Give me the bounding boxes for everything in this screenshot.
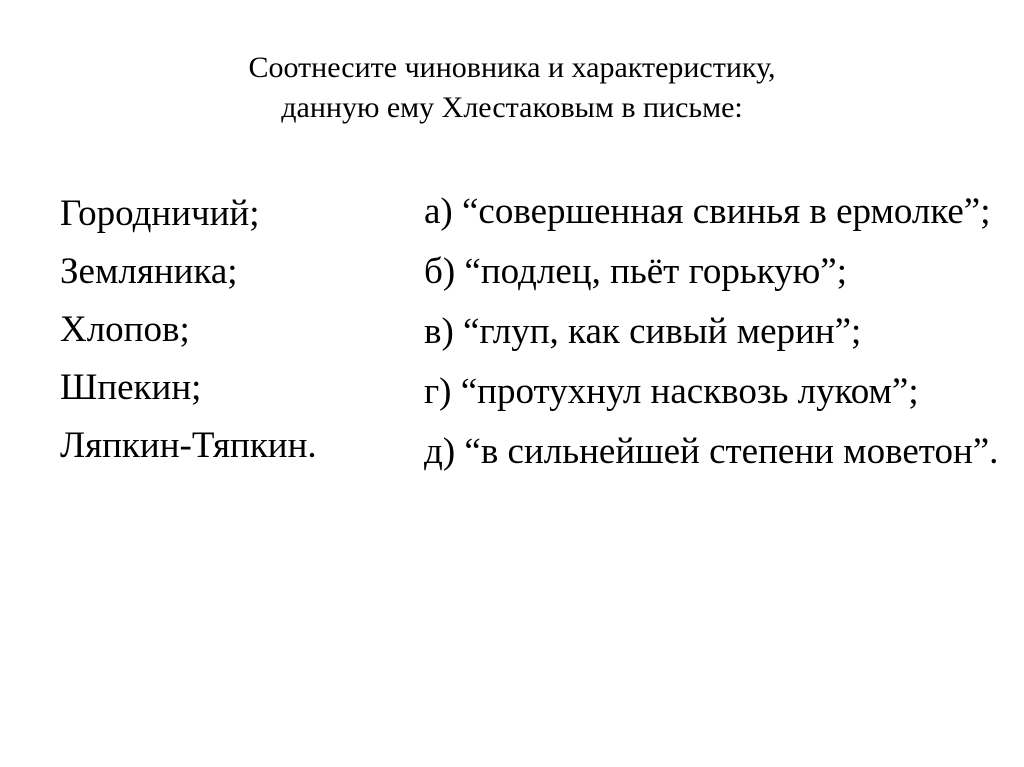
characteristic-item: а) “совершенная свинья в ермолке”; — [424, 191, 991, 232]
slide-title — [0, 48, 1024, 128]
title-line-2: данную ему Хлестаковым в письме: — [281, 91, 743, 124]
official-item: Хлопов; — [60, 309, 190, 350]
title-line-1: Соотнесите чиновника и характеристику, — [248, 51, 776, 84]
characteristic-item: в) “глуп, как сивый мерин”; — [424, 311, 862, 352]
characteristic-item: д) “в сильнейшей степени моветон”. — [424, 431, 999, 472]
characteristic-item: г) “протухнул насквозь луком”; — [424, 371, 919, 412]
official-item: Шпекин; — [60, 367, 202, 408]
characteristics-list — [424, 188, 1004, 488]
official-item: Ляпкин-Тяпкин. — [60, 425, 317, 466]
official-item: Городничий; — [60, 193, 260, 234]
officials-list — [60, 185, 400, 475]
characteristic-item: б) “подлец, пьёт горькую”; — [424, 251, 848, 292]
official-item: Земляника; — [60, 251, 238, 292]
